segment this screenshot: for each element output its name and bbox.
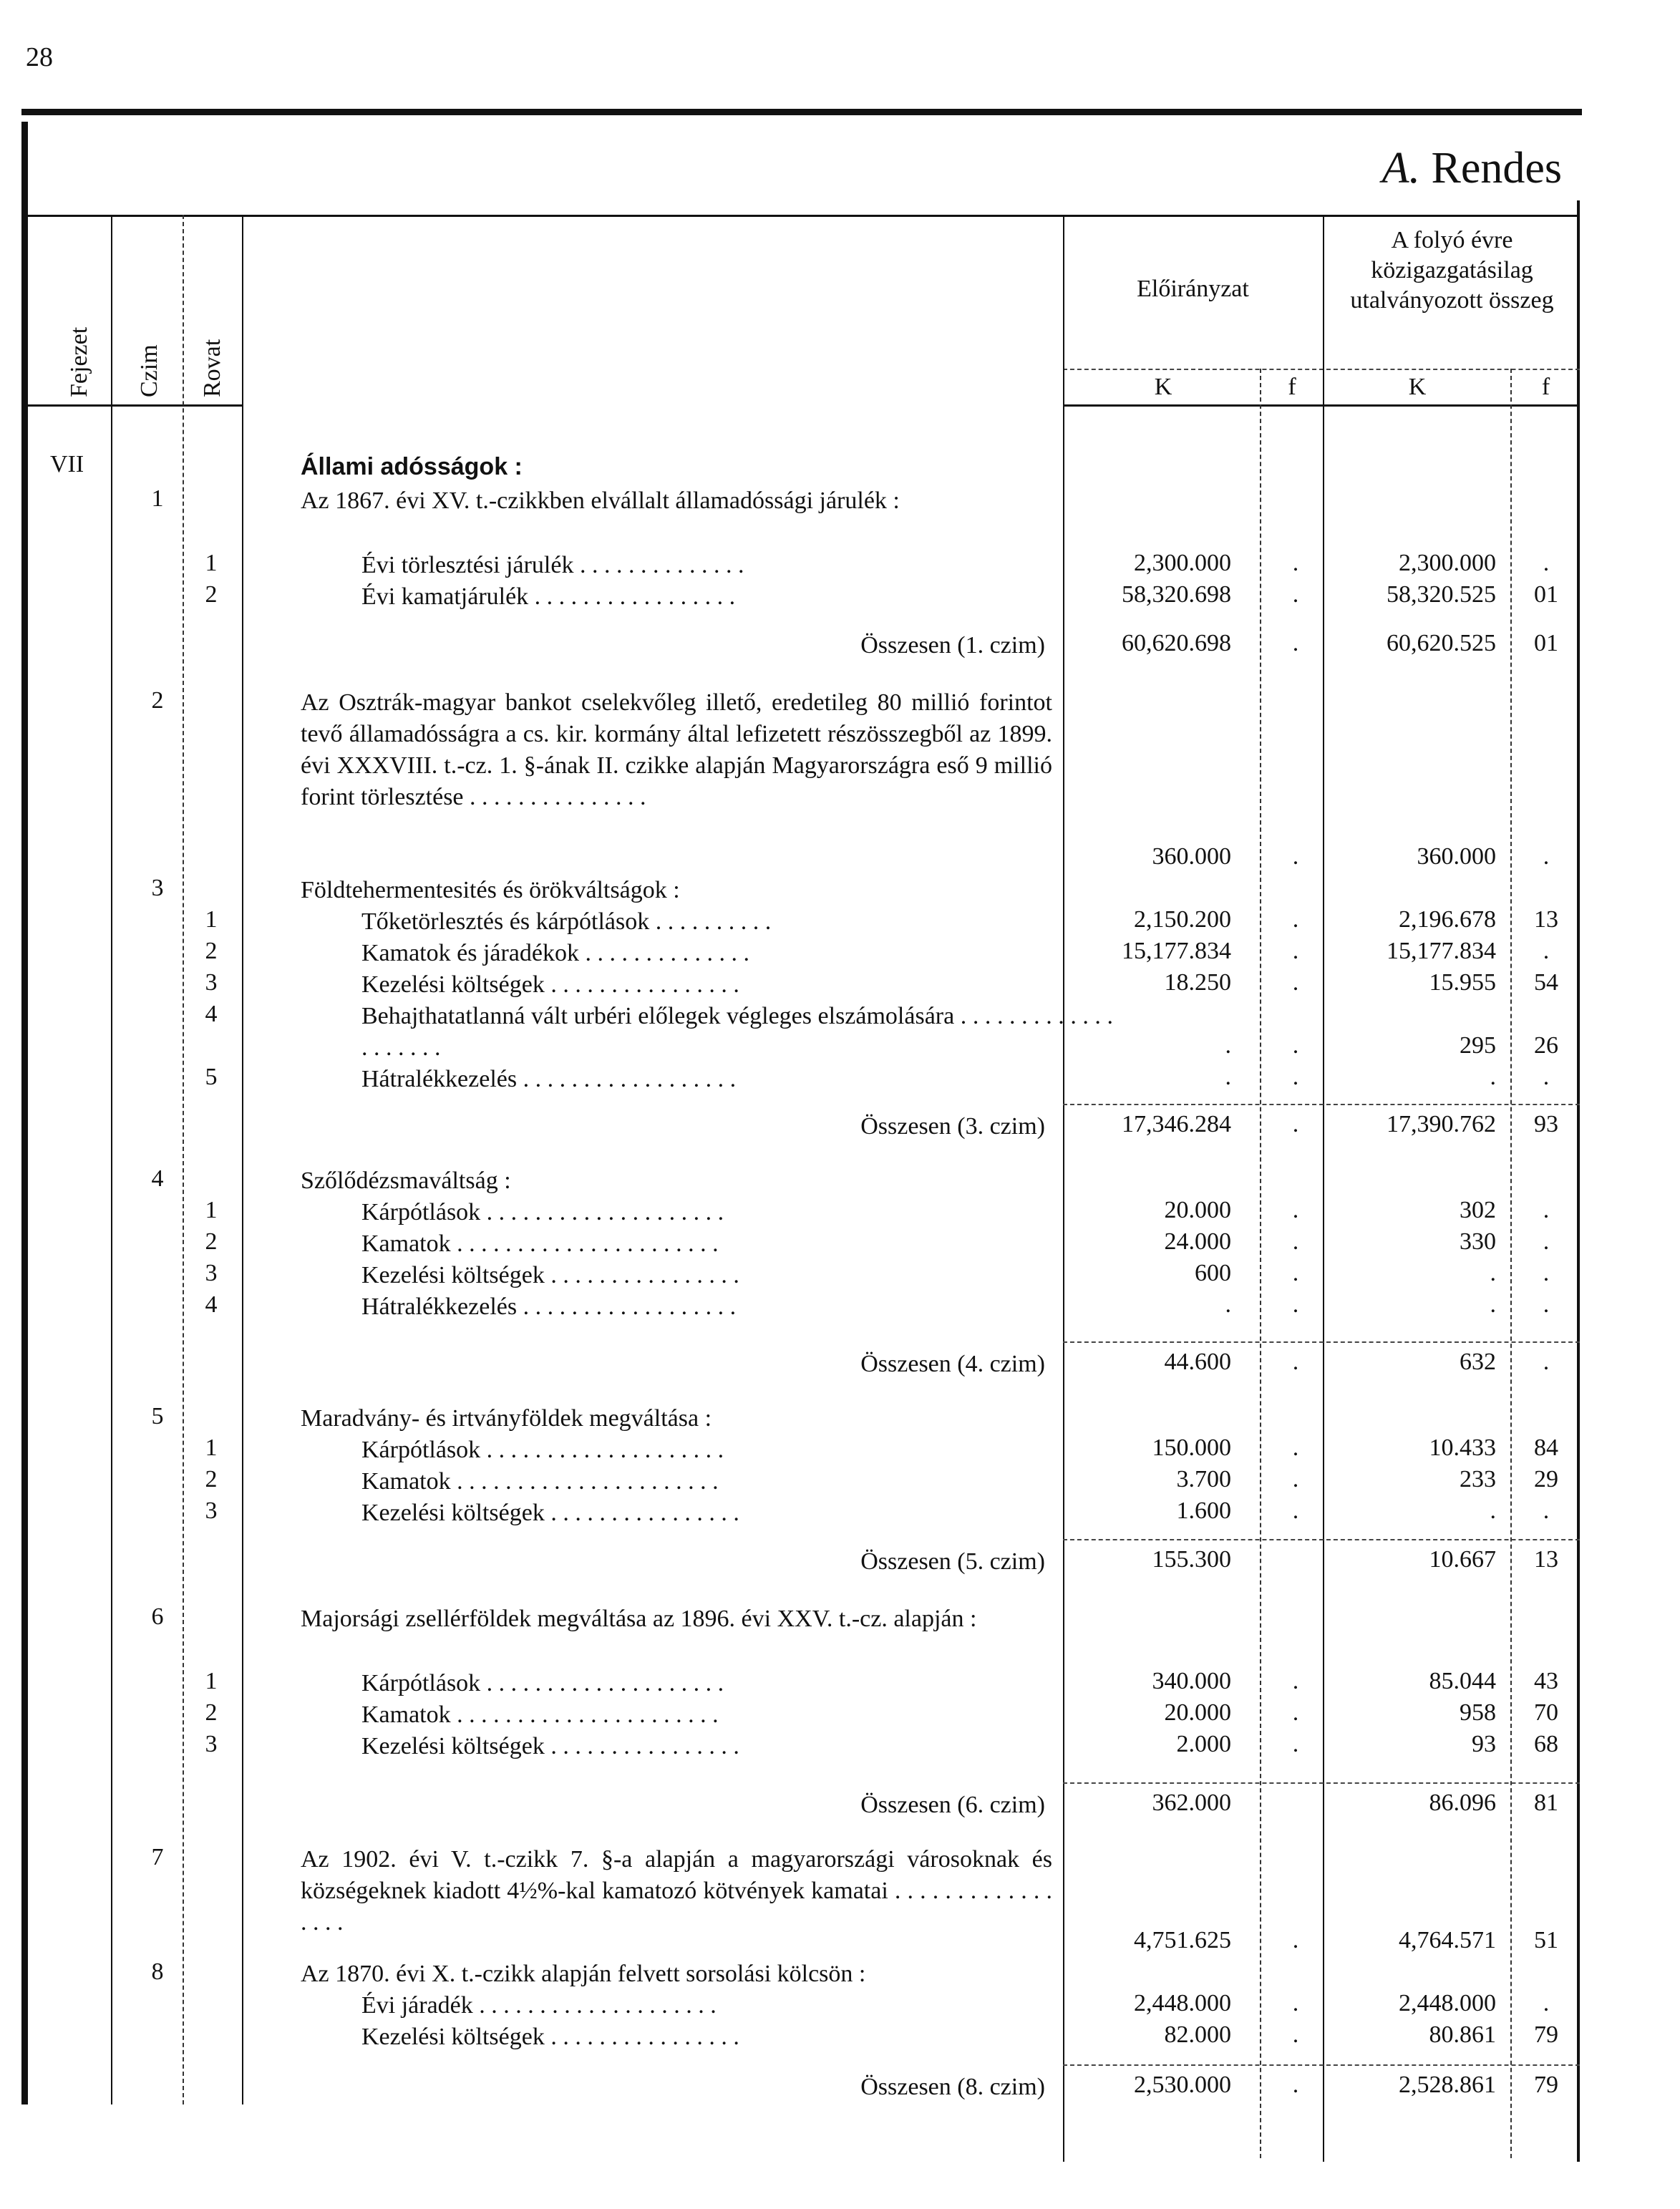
- table-row: [0, 1990, 1680, 2021]
- description-cell: Összesen (5. czim): [860, 1548, 1045, 1575]
- header-bottom-rule-left: [28, 404, 243, 407]
- eloiranyzat-k-cell: .: [1225, 1032, 1231, 1059]
- utalvanyozott-k-cell: 10.667: [1429, 1546, 1496, 1573]
- eloiranyzat-f-cell: .: [1292, 1032, 1299, 1059]
- eloiranyzat-k-cell: 1.600: [1176, 1497, 1231, 1524]
- utalvanyozott-f-cell: 84: [1534, 1434, 1558, 1461]
- utalvanyozott-k-cell: 295: [1460, 1032, 1496, 1059]
- eloiranyzat-k-cell: 82.000: [1164, 2021, 1231, 2048]
- eloiranyzat-k-cell: 360.000: [1152, 843, 1231, 870]
- description-cell: Kamatok . . . . . . . . . . . . . . . . . . . . . .: [361, 1230, 719, 1257]
- eloiranyzat-f-cell: .: [1292, 1466, 1299, 1492]
- utalvanyozott-k-cell: 85.044: [1429, 1668, 1496, 1694]
- table-row: [0, 1497, 1680, 1529]
- utalvanyozott-f-cell: .: [1543, 1197, 1550, 1223]
- description-cell: Hátralékkezelés . . . . . . . . . . . . . . . . . .: [361, 1293, 737, 1320]
- header-eloiranyzat: Előirányzat: [1137, 276, 1249, 302]
- description-cell: Kezelési költségek . . . . . . . . . . . . . . . .: [361, 2024, 739, 2050]
- eloiranyzat-k-cell: 2.000: [1176, 1731, 1231, 1757]
- utalvanyozott-k-cell: 10.433: [1429, 1434, 1496, 1461]
- eloiranyzat-f-cell: .: [1292, 969, 1299, 996]
- eloiranyzat-k-cell: 155.300: [1152, 1546, 1231, 1573]
- header-f1: f: [1288, 374, 1296, 400]
- eloiranyzat-k-cell: 362.000: [1152, 1790, 1231, 1816]
- eloiranyzat-k-cell: 2,150.200: [1134, 906, 1231, 933]
- description-cell: Kezelési költségek . . . . . . . . . . . . . . . .: [361, 1500, 739, 1526]
- table-row: [0, 969, 1680, 1001]
- utalvanyozott-k-cell: 958: [1460, 1699, 1496, 1726]
- utalvanyozott-f-cell: 29: [1534, 1466, 1558, 1492]
- description-cell: Évi törlesztési járulék . . . . . . . . . . . . . .: [361, 552, 744, 578]
- utalvanyozott-k-cell: 2,300.000: [1399, 550, 1496, 576]
- utalvanyozott-k-cell: 80.861: [1429, 2021, 1496, 2048]
- description-cell: Az 1870. évi X. t.-czikk alapján felvett sorsolási kölcsön :: [301, 1961, 866, 1987]
- rovat-cell: 5: [205, 1064, 218, 1090]
- eloiranyzat-f-cell: .: [1292, 581, 1299, 608]
- fejezet-cell: VII: [50, 451, 84, 477]
- table-row: [0, 1064, 1680, 1095]
- table-row: [0, 938, 1680, 969]
- utalvanyozott-k-cell: 360.000: [1417, 843, 1496, 870]
- eloiranyzat-k-cell: 18.250: [1164, 969, 1231, 996]
- table-row: [0, 485, 1680, 550]
- rovat-cell: 1: [205, 1668, 218, 1694]
- utalvanyozott-k-cell: .: [1490, 1291, 1496, 1318]
- table-row: [0, 1546, 1680, 1578]
- table-row: [0, 1260, 1680, 1291]
- table-row: [0, 1165, 1680, 1197]
- header-k-f-rule: [1063, 369, 1580, 370]
- utalvanyozott-k-cell: 15,177.834: [1387, 938, 1496, 964]
- table-row: [0, 1197, 1680, 1228]
- description-cell: Hátralékkezelés . . . . . . . . . . . . . . . . . .: [361, 1066, 737, 1092]
- description-cell: Összesen (3. czim): [860, 1113, 1045, 1140]
- eloiranyzat-k-cell: 4,751.625: [1134, 1927, 1231, 1953]
- heading-title: Rendes: [1431, 144, 1562, 193]
- description-cell: Földtehermentesités és örökváltságok :: [301, 877, 680, 903]
- heading-prefix: A.: [1382, 144, 1420, 193]
- header-bottom-rule-right: [1063, 404, 1580, 407]
- description-cell: Szőlődézsmaváltság :: [301, 1167, 511, 1194]
- top-rule: [21, 109, 1582, 115]
- header-k2: K: [1408, 374, 1427, 400]
- eloiranyzat-f-cell: .: [1292, 938, 1299, 964]
- utalvanyozott-f-cell: 68: [1534, 1731, 1558, 1757]
- eloiranyzat-f-cell: .: [1292, 1228, 1299, 1255]
- utalvanyozott-f-cell: .: [1543, 938, 1550, 964]
- utalvanyozott-f-cell: .: [1543, 1291, 1550, 1318]
- description-cell: Kezelési költségek . . . . . . . . . . . . . . . .: [361, 971, 739, 998]
- subtotal-rule: [1063, 2064, 1580, 2066]
- utalvanyozott-f-cell: 51: [1534, 1927, 1558, 1953]
- header-top-rule: [28, 215, 1580, 217]
- description-cell: Összesen (1. czim): [860, 632, 1045, 659]
- rovat-cell: 2: [205, 1699, 218, 1726]
- eloiranyzat-f-cell: .: [1292, 1434, 1299, 1461]
- eloiranyzat-f-cell: .: [1292, 1197, 1299, 1223]
- utalvanyozott-k-cell: 2,196.678: [1399, 906, 1496, 933]
- utalvanyozott-k-cell: .: [1490, 1497, 1496, 1524]
- utalvanyozott-f-cell: .: [1543, 1990, 1550, 2016]
- utalvanyozott-k-cell: 2,448.000: [1399, 1990, 1496, 2016]
- header-f2: f: [1541, 374, 1550, 400]
- eloiranyzat-f-cell: .: [1292, 2021, 1299, 2048]
- section-heading: [1382, 143, 1562, 194]
- czim-cell: 5: [151, 1403, 164, 1429]
- utalvanyozott-k-cell: 2,528.861: [1399, 2072, 1496, 2098]
- utalvanyozott-f-cell: 13: [1534, 906, 1558, 933]
- utalvanyozott-k-cell: .: [1490, 1260, 1496, 1286]
- rovat-cell: 1: [205, 1197, 218, 1223]
- table-row: [0, 1291, 1680, 1323]
- czim-cell: 4: [151, 1165, 164, 1192]
- table-row: [0, 1668, 1680, 1699]
- utalvanyozott-k-cell: 93: [1472, 1731, 1496, 1757]
- eloiranyzat-k-cell: 2,530.000: [1134, 2072, 1231, 2098]
- table-row: [0, 1790, 1680, 1821]
- utalvanyozott-f-cell: .: [1543, 1064, 1550, 1090]
- utalvanyozott-f-cell: .: [1543, 1349, 1550, 1375]
- rovat-cell: 3: [205, 969, 218, 996]
- description-cell: Majorsági zsellérföldek megváltása az 1896. évi XXV. t.-cz. alapján :: [301, 1606, 977, 1632]
- description-cell: Maradvány- és irtványföldek megváltása :: [301, 1405, 712, 1432]
- header-rovat: Rovat: [199, 339, 225, 397]
- eloiranyzat-f-cell: .: [1292, 630, 1299, 656]
- czim-cell: 6: [151, 1603, 164, 1630]
- subtotal-rule: [1063, 1539, 1580, 1540]
- description-cell: Kárpótlások . . . . . . . . . . . . . . . . . . . .: [361, 1670, 724, 1696]
- header-fejezet: Fejezet: [66, 326, 92, 397]
- utalvanyozott-k-cell: 86.096: [1429, 1790, 1496, 1816]
- table-row: [0, 1699, 1680, 1731]
- table-row: [0, 2021, 1680, 2053]
- eloiranyzat-k-cell: .: [1225, 1291, 1231, 1318]
- utalvanyozott-f-cell: .: [1543, 1497, 1550, 1524]
- description-cell: Összesen (4. czim): [860, 1351, 1045, 1377]
- eloiranyzat-f-cell: .: [1292, 906, 1299, 933]
- czim-cell: 1: [151, 485, 164, 512]
- table-row: [0, 451, 1680, 482]
- eloiranyzat-f-cell: .: [1292, 1260, 1299, 1286]
- eloiranyzat-f-cell: .: [1292, 1349, 1299, 1375]
- utalvanyozott-k-cell: 60,620.525: [1387, 630, 1496, 656]
- utalvanyozott-f-cell: .: [1543, 1228, 1550, 1255]
- description-cell: Kezelési költségek . . . . . . . . . . . . . . . .: [361, 1262, 739, 1288]
- czim-cell: 3: [151, 875, 164, 901]
- description-cell: Kárpótlások . . . . . . . . . . . . . . . . . . . .: [361, 1199, 724, 1225]
- description-cell: Tőketörlesztés és kárpótlások . . . . . . . . . .: [361, 908, 772, 935]
- eloiranyzat-k-cell: 15,177.834: [1122, 938, 1231, 964]
- utalvanyozott-f-cell: 79: [1534, 2072, 1558, 2098]
- rovat-cell: 1: [205, 906, 218, 933]
- description-cell: Kezelési költségek . . . . . . . . . . . . . . . .: [361, 1733, 739, 1759]
- description-cell: Évi járadék . . . . . . . . . . . . . . . . . . . .: [361, 1992, 717, 2019]
- eloiranyzat-k-cell: 3.700: [1176, 1466, 1231, 1492]
- rovat-cell: 2: [205, 938, 218, 964]
- rovat-cell: 2: [205, 581, 218, 608]
- utalvanyozott-f-cell: .: [1543, 1260, 1550, 1286]
- eloiranyzat-f-cell: .: [1292, 1111, 1299, 1137]
- eloiranyzat-k-cell: 2,448.000: [1134, 1990, 1231, 2016]
- eloiranyzat-k-cell: 44.600: [1164, 1349, 1231, 1375]
- table-row: [0, 630, 1680, 661]
- eloiranyzat-k-cell: 600: [1195, 1260, 1231, 1286]
- table-row: [0, 1466, 1680, 1497]
- table-row: [0, 2072, 1680, 2103]
- utalvanyozott-k-cell: 330: [1460, 1228, 1496, 1255]
- rovat-cell: 2: [205, 1228, 218, 1255]
- rovat-cell: 3: [205, 1731, 218, 1757]
- description-cell: Összesen (8. czim): [860, 2074, 1045, 2100]
- eloiranyzat-f-cell: .: [1292, 2072, 1299, 2098]
- table-row: [0, 1349, 1680, 1380]
- utalvanyozott-f-cell: 79: [1534, 2021, 1558, 2048]
- eloiranyzat-f-cell: .: [1292, 1927, 1299, 1953]
- description-cell: Behajthatatlanná vált urbéri előlegek végleges elszámolására . . . . . . . . . . . . . . . . . . . .: [361, 1003, 1113, 1061]
- description-cell: Állami adósságok :: [301, 453, 523, 480]
- utalvanyozott-f-cell: 13: [1534, 1546, 1558, 1573]
- page-number: 28: [26, 42, 53, 72]
- utalvanyozott-f-cell: 26: [1534, 1032, 1558, 1059]
- eloiranyzat-f-cell: .: [1292, 1668, 1299, 1694]
- eloiranyzat-f-cell: .: [1292, 843, 1299, 870]
- table-row: [0, 1001, 1680, 1064]
- eloiranyzat-k-cell: 340.000: [1152, 1668, 1231, 1694]
- czim-cell: 2: [151, 687, 164, 714]
- description-cell: Az 1867. évi XV. t.-czikkben elvállalt államadóssági járulék :: [301, 487, 900, 514]
- description-cell: Az 1902. évi V. t.-czikk 7. §-a alapján a magyarországi városoknak és községeknek kiadott 4½%-kal kamatozó kötvények kamatai . . . . . . . . . . . . . . . . .: [301, 1846, 1052, 1936]
- eloiranyzat-k-cell: 150.000: [1152, 1434, 1231, 1461]
- table-row: [0, 906, 1680, 938]
- description-cell: Kamatok . . . . . . . . . . . . . . . . . . . . . .: [361, 1701, 719, 1728]
- utalvanyozott-k-cell: 15.955: [1429, 969, 1496, 996]
- table-row: [0, 1403, 1680, 1434]
- utalvanyozott-f-cell: .: [1543, 550, 1550, 576]
- table-row: [0, 687, 1680, 875]
- eloiranyzat-f-cell: .: [1292, 550, 1299, 576]
- eloiranyzat-f-cell: .: [1292, 1731, 1299, 1757]
- utalvanyozott-f-cell: 54: [1534, 969, 1558, 996]
- description-cell: Az Osztrák-magyar bankot cselekvőleg illető, eredetileg 80 millió forintot tevő államadósságra a cs. kir. kormány által lefizetett részösszegből az 1899. évi XXXVIII. t.-cz. 1. §-ának II. czikke alapján Magyarországra eső 9 millió forint törlesztése . . . . . . . . . . . . . . .: [301, 689, 1052, 810]
- utalvanyozott-f-cell: 01: [1534, 581, 1558, 608]
- utalvanyozott-k-cell: 233: [1460, 1466, 1496, 1492]
- table-row: [0, 1111, 1680, 1142]
- eloiranyzat-k-cell: 17,346.284: [1122, 1111, 1231, 1137]
- table-row: [0, 875, 1680, 906]
- utalvanyozott-k-cell: 632: [1460, 1349, 1496, 1375]
- rovat-cell: 3: [205, 1497, 218, 1524]
- subtotal-rule: [1063, 1341, 1580, 1343]
- header-utalvanyozott: A folyó évre közigazgatásilag utalványozott összeg: [1350, 227, 1554, 314]
- utalvanyozott-f-cell: 81: [1534, 1790, 1558, 1816]
- table-row: [0, 1731, 1680, 1762]
- table-row: [0, 1228, 1680, 1260]
- utalvanyozott-f-cell: .: [1543, 843, 1550, 870]
- table-row: [0, 581, 1680, 613]
- utalvanyozott-f-cell: 93: [1534, 1111, 1558, 1137]
- eloiranyzat-k-cell: 2,300.000: [1134, 550, 1231, 576]
- eloiranyzat-f-cell: .: [1292, 1497, 1299, 1524]
- header-k1: K: [1154, 374, 1172, 400]
- table-row: [0, 1603, 1680, 1668]
- czim-cell: 7: [151, 1844, 164, 1870]
- description-cell: Összesen (6. czim): [860, 1792, 1045, 1818]
- czim-cell: 8: [151, 1958, 164, 1985]
- utalvanyozott-f-cell: 70: [1534, 1699, 1558, 1726]
- eloiranyzat-k-cell: 24.000: [1164, 1228, 1231, 1255]
- rovat-cell: 4: [205, 1001, 218, 1027]
- table-row: [0, 1844, 1680, 1958]
- eloiranyzat-k-cell: 20.000: [1164, 1197, 1231, 1223]
- rovat-cell: 1: [205, 550, 218, 576]
- utalvanyozott-k-cell: 58,320.525: [1387, 581, 1496, 608]
- utalvanyozott-f-cell: 01: [1534, 630, 1558, 656]
- table-row: [0, 1958, 1680, 1990]
- eloiranyzat-k-cell: 20.000: [1164, 1699, 1231, 1726]
- eloiranyzat-f-cell: .: [1292, 1990, 1299, 2016]
- subtotal-rule: [1063, 1782, 1580, 1784]
- rovat-cell: 4: [205, 1291, 218, 1318]
- utalvanyozott-k-cell: 17,390.762: [1387, 1111, 1496, 1137]
- eloiranyzat-f-cell: .: [1292, 1699, 1299, 1726]
- eloiranyzat-k-cell: 58,320.698: [1122, 581, 1231, 608]
- rovat-cell: 1: [205, 1434, 218, 1461]
- header-czim: Czim: [136, 344, 162, 397]
- utalvanyozott-k-cell: .: [1490, 1064, 1496, 1090]
- eloiranyzat-f-cell: .: [1292, 1064, 1299, 1090]
- eloiranyzat-k-cell: 60,620.698: [1122, 630, 1231, 656]
- subtotal-rule: [1063, 1104, 1580, 1105]
- description-cell: Évi kamatjárulék . . . . . . . . . . . . . . . . .: [361, 583, 736, 610]
- table-row: [0, 1434, 1680, 1466]
- description-cell: Kamatok és járadékok . . . . . . . . . . . . . .: [361, 940, 749, 966]
- utalvanyozott-k-cell: 4,764.571: [1399, 1927, 1496, 1953]
- eloiranyzat-f-cell: .: [1292, 1291, 1299, 1318]
- utalvanyozott-f-cell: 43: [1534, 1668, 1558, 1694]
- utalvanyozott-k-cell: 302: [1460, 1197, 1496, 1223]
- description-cell: Kárpótlások . . . . . . . . . . . . . . . . . . . .: [361, 1437, 724, 1463]
- description-cell: Kamatok . . . . . . . . . . . . . . . . . . . . . .: [361, 1468, 719, 1495]
- rovat-cell: 2: [205, 1466, 218, 1492]
- eloiranyzat-k-cell: .: [1225, 1064, 1231, 1090]
- table-row: [0, 550, 1680, 581]
- rovat-cell: 3: [205, 1260, 218, 1286]
